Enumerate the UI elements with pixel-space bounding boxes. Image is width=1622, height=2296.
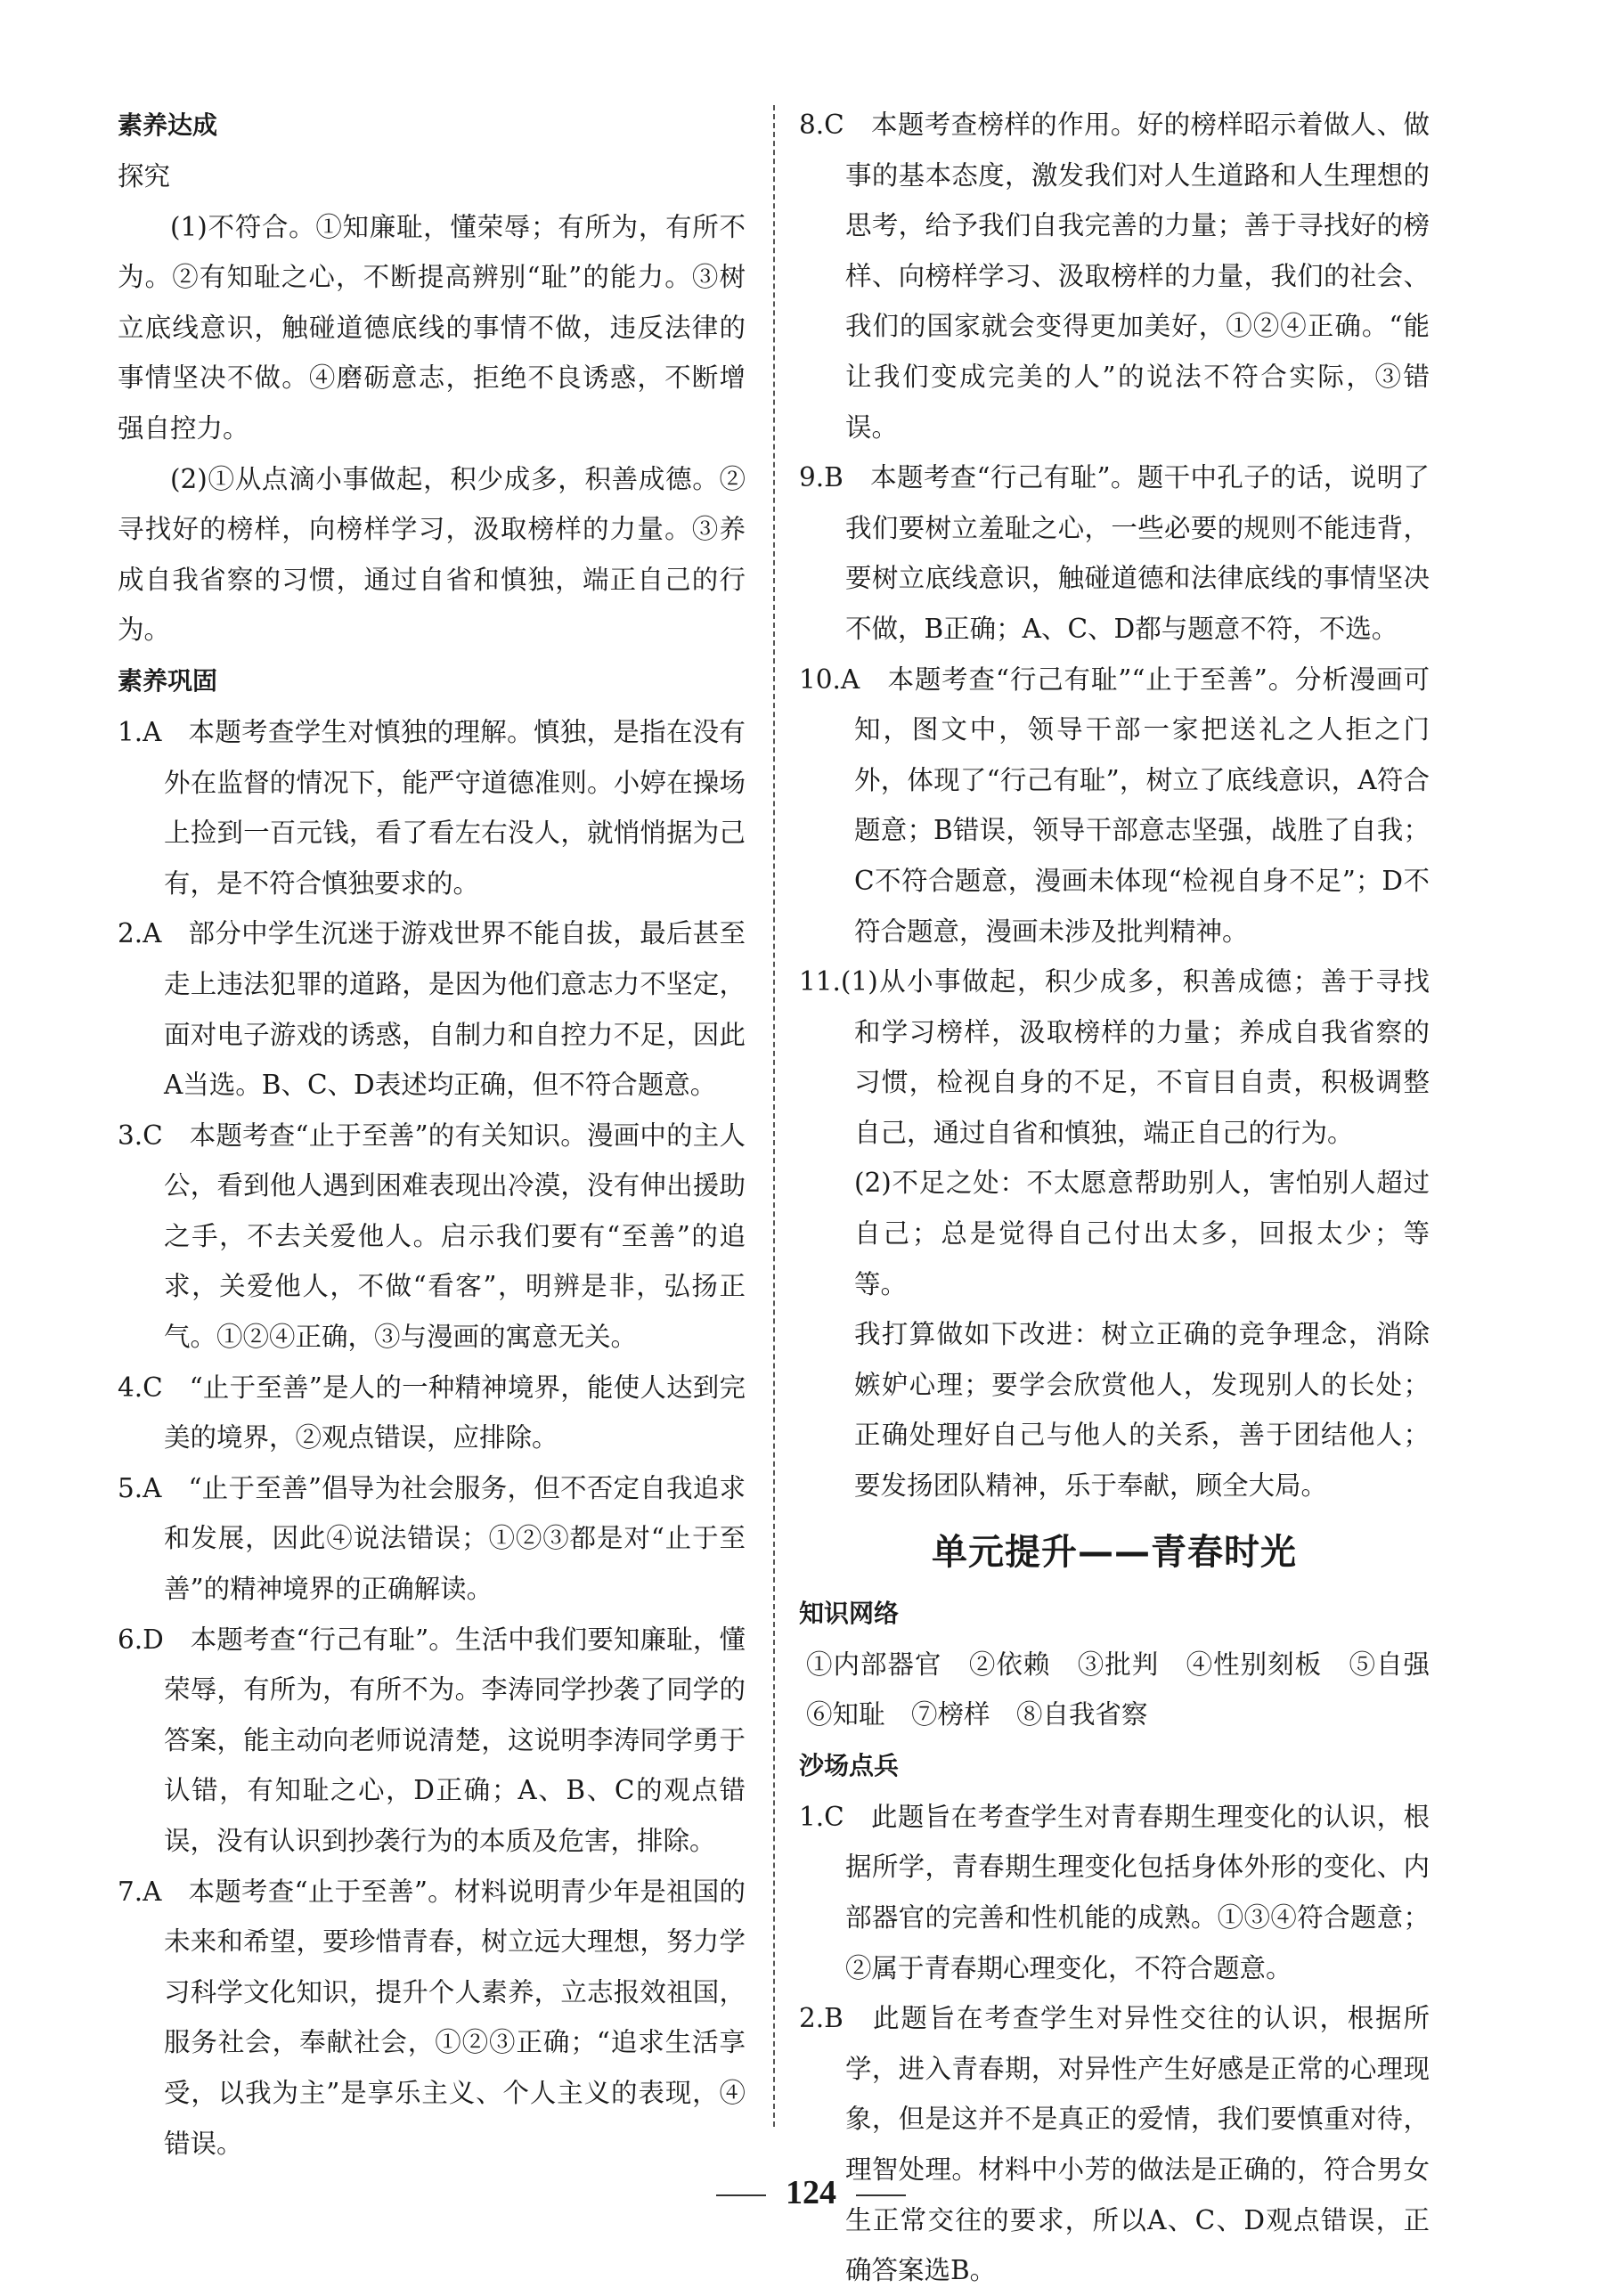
answer-11-part-2: (2)不足之处：不太愿意帮助别人，害怕别人超过自己；总是觉得自己付出太多，回报太少；等等。 [854,1168,1430,1299]
page-number: 124 [786,2174,836,2211]
answer-text: 本题考查“行己有耻”“止于至善”。分析漫画可知，图文中，领导干部一家把送礼之人拒之门外，体现了“行己有耻”，树立了底线意识，A符合题意；B错误，领导干部意志坚强，战胜了自我；C不符合题意，漫画未体现“检视自身不足”；D不符合题意，漫画未涉及批判精神。 [854,664,1430,947]
answer-number: 1.C [799,1801,844,1832]
answer-number: 6.D [118,1624,164,1655]
answer-text: 部分中学生沉迷于游戏世界不能自拔，最后甚至走上违法犯罪的道路，是因为他们意志力不坚定，面对电子游戏的诱惑，自制力和自控力不足，因此A当选。B、C、D表述均正确，但不符合题意。 [164,918,746,1101]
answer-item [799,1993,1430,2296]
footer-dash-left [716,2194,766,2196]
answer-text: “止于至善”倡导为社会服务，但不否定自我追求和发展，因此④说法错误；①②③都是对“止于至善”的精神境界的正确解读。 [164,1472,746,1605]
answer-text: 本题考查榜样的作用。好的榜样昭示着做人、做事的基本态度，激发我们对人生道路和人生理想的思考，给予我们自我完善的力量；善于寻找好的榜样、向榜样学习、汲取榜样的力量，我们的社会、我们的国家就会变得更加美好，①②④正确。“能让我们变成完美的人”的说法不符合实际，③错误。 [845,110,1430,443]
answer-text: 本题考查“行己有耻”。生活中我们要知廉耻，懂荣辱，有所为，有所不为。李涛同学抄袭了同学的答案，能主动向老师说清楚，这说明李涛同学勇于认错，有知耻之心，D正确；A、B、C的观点错误，没有认识到抄袭行为的本质及危害，排除。 [164,1624,746,1856]
answer-item [118,1111,746,1363]
answer-item [118,707,746,908]
answer-number: 11. [799,966,841,997]
answer-text: (1)从小事做起，积少成多，积善成德；善于寻找和学习榜样，汲取榜样的力量；养成自我省察的习惯，检视自身的不足，不盲目自责，积极调整自己，通过自省和慎独，端正自己的行为。 [840,966,1430,1148]
answer-number: 2.B [799,2003,844,2034]
answer-item [118,908,746,1110]
answer-number: 1.A [118,716,162,747]
answer-item [799,655,1430,957]
answer-number: 4.C [118,1372,163,1403]
explore-answer-2: (2)①从点滴小事做起，积少成多，积善成德。②寻找好的榜样，向榜样学习，汲取榜样的力量。③养成自我省察的习惯，通过自省和慎独，端正自己的行为。 [118,463,746,646]
answer-number: 5.A [118,1472,162,1503]
footer-dash-right [856,2194,906,2196]
left-column [118,100,746,2169]
right-column [799,100,1456,2296]
answer-item [118,1463,746,1615]
answer-number: 7.A [118,1876,162,1907]
answer-number: 9.B [799,462,844,493]
answer-text: 本题考查“止于至善”的有关知识。漫画中的主人公，看到他人遇到困难表现出冷漠，没有伸出援助之手，不去关爱他人。启示我们要有“至善”的追求，关爱他人，不做“看客”，明辨是非，弘扬正气。①②④正确，③与漫画的寓意无关。 [164,1120,746,1353]
answer-number: 8.C [799,110,844,140]
unit-title: 单元提升——青春时光 [932,1531,1297,1573]
answer-text: 本题考查“行己有耻”。题干中孔子的话，说明了我们要树立羞耻之心，一些必要的规则不能违背，要树立底线意识，触碰道德和法律底线的事情坚决不做，B正确；A、C、D都与题意不符，不选。 [845,462,1430,644]
section-title-knowledge-network: 知识网络 [799,1598,900,1628]
answer-number: 3.C [118,1120,163,1151]
knowledge-network-text: ①内部器官 ②依赖 ③批判 ④性别刻板 ⑤自强 ⑥知耻 ⑦榜样 ⑧自我省察 [806,1649,1456,1730]
answer-number: 2.A [118,918,162,949]
answer-text: 本题考查“止于至善”。材料说明青少年是祖国的未来和希望，要珍惜青春，树立远大理想，努力学习科学文化知识，提升个人素养，立志报效祖国，服务社会，奉献社会，①②③正确；“追求生活享受，以我为主”是享乐主义、个人主义的表现，④错误。 [164,1876,746,2159]
answer-text: 此题旨在考查学生对青春期生理变化的认识，根据所学，青春期生理变化包括身体外形的变化、内部器官的完善和性机能的成熟。①③④符合题意；②属于青春期心理变化，不符合题意。 [845,1801,1430,1983]
section-title-drill: 沙场点兵 [799,1750,900,1780]
answer-item [118,1615,746,1867]
answer-item [799,452,1430,654]
section-title-literacy-consolidate: 素养巩固 [118,665,218,696]
section-title-literacy-achieve: 素养达成 [118,110,218,140]
answer-item-11 [799,957,1430,1158]
answer-item [799,100,1430,452]
answer-item [118,1363,746,1463]
answer-item [799,1792,1430,1993]
answer-number: 10.A [799,664,860,695]
page-footer [0,2173,1622,2212]
subsection-explore: 探究 [118,161,171,191]
answer-text: 此题旨在考查学生对异性交往的认识，根据所学，进入青春期，对异性产生好感是正常的心理现象，但是这并不是真正的爱情，我们要慎重对待，理智处理。材料中小芳的做法是正确的，符合男女生正常交往的要求，所以A、C、D观点错误，正确答案选B。 [845,2003,1430,2286]
answer-text: 本题考查学生对慎独的理解。慎独，是指在没有外在监督的情况下，能严守道德准则。小婷在操场上捡到一百元钱，看了看左右没人，就悄悄据为己有，是不符合慎独要求的。 [164,716,746,899]
column-divider [773,105,775,2127]
answer-text: “止于至善”是人的一种精神境界，能使人达到完美的境界，②观点错误，应排除。 [164,1372,746,1453]
explore-answer-1: (1)不符合。①知廉耻，懂荣辱；有所为，有所不为。②有知耻之心，不断提高辨别“耻”的能力。③树立底线意识，触碰道德底线的事情不做，违反法律的事情坚决不做。④磨砺意志，拒绝不良诱惑，不断增强自控力。 [118,211,746,444]
answer-item [118,1867,746,2170]
answer-11-part-3: 我打算做如下改进：树立正确的竞争理念，消除嫉妒心理；要学会欣赏他人，发现别人的长处；正确处理好自己与他人的关系，善于团结他人；要发扬团队精神，乐于奉献，顾全大局。 [854,1319,1430,1502]
